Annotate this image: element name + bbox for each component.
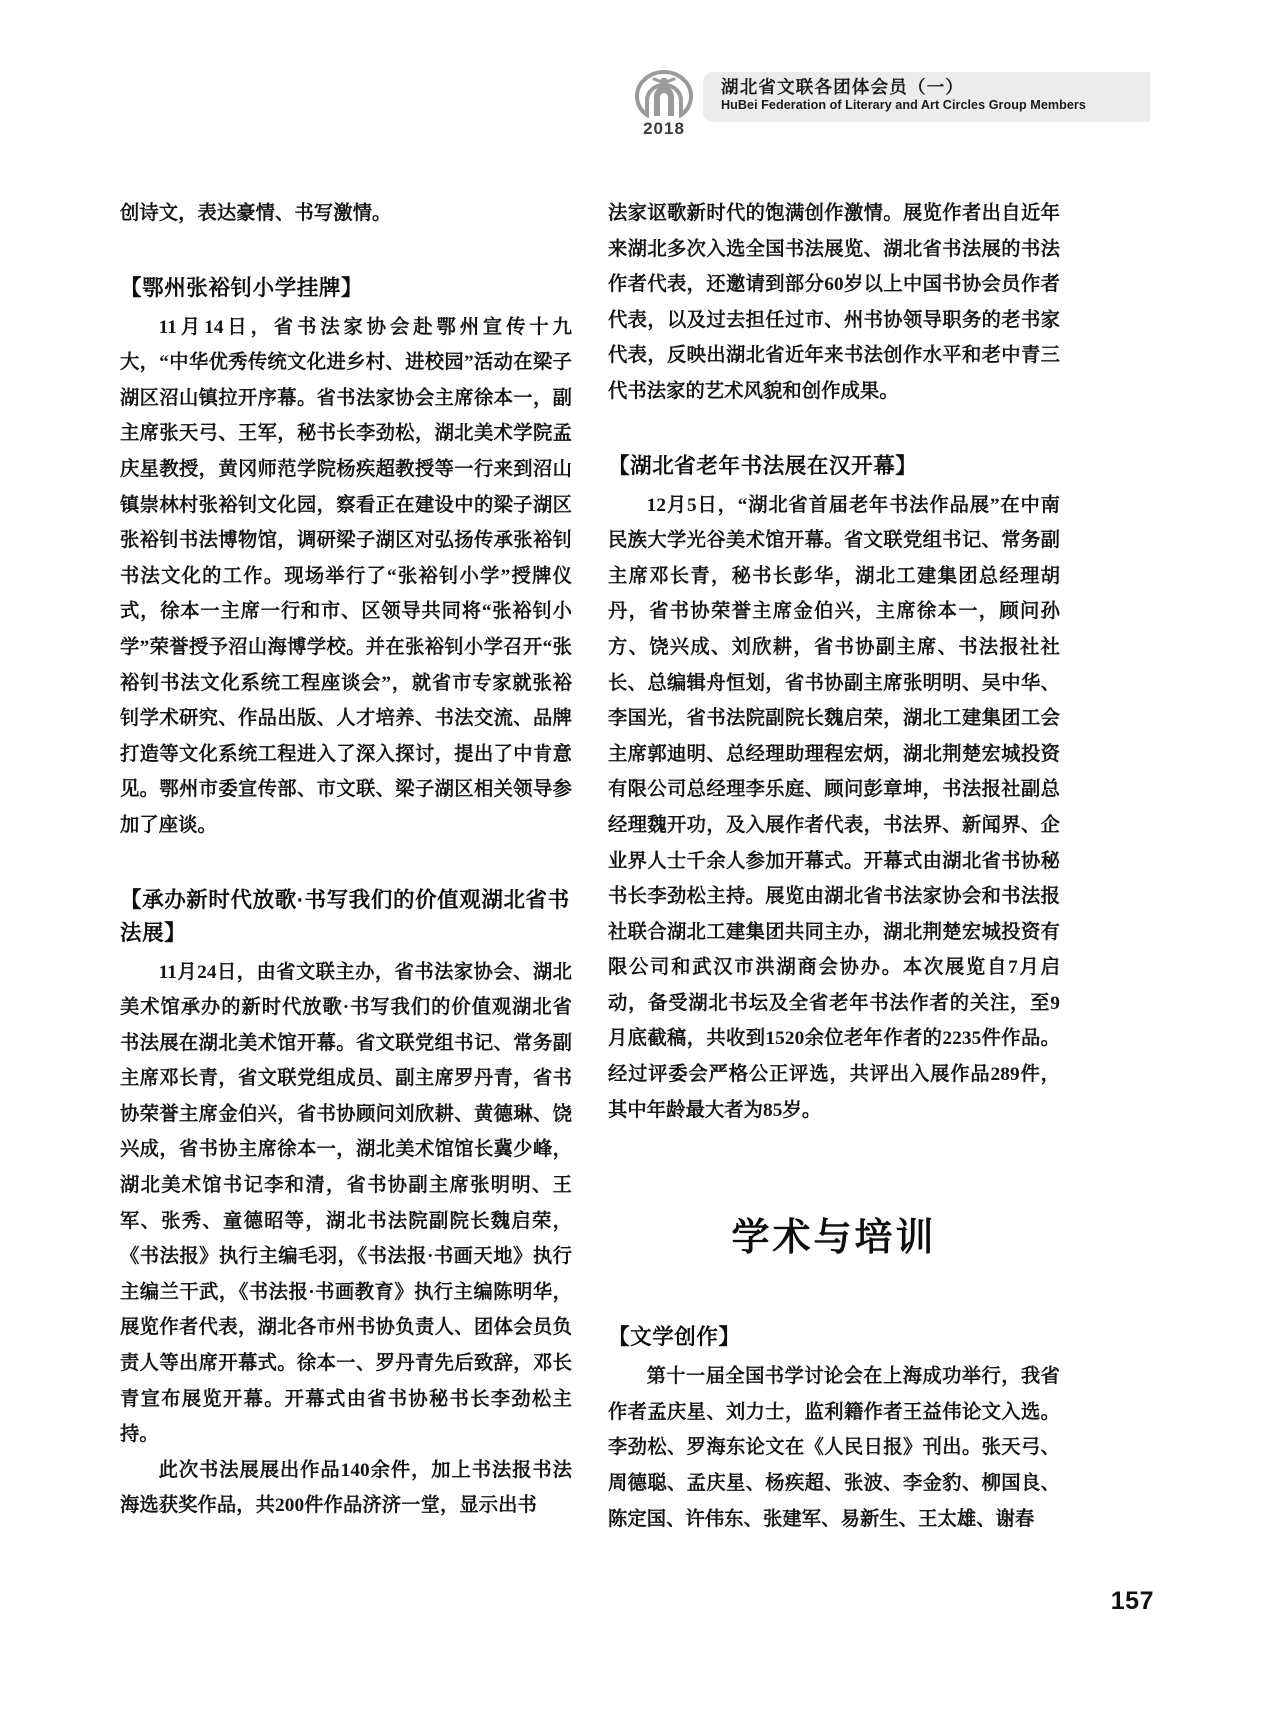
section-heading-ezhou-zhangyuzhao: 【鄂州张裕钊小学挂牌】 [120,275,364,300]
spacer [608,1261,1060,1321]
section-body-senior-calligraphy-exhibition: 12月5日，“湖北省首届老年书法作品展”在中南民族大学光谷美术馆开幕。省文联党组书记、常务副主席邓长青，秘书长彭华，湖北工建集团总经理胡丹，省书协荣誉主席金伯兴，主席徐本一，顾问孙方、饶兴成、刘欣耕，省书协副主席、书法报社社长、总编辑舟恒划，省书协副主席张明明、吴中华、李国光，省书法院副院长魏启荣，湖北工建集团工会主席郭迪明、总经理助理程宏炳，湖北荆楚宏城投资有限公司总经理李乐庭、顾问彭章坤，书法报社副总经理魏开功，及入展作者代表，书法界、新闻界、企业界人士千余人参加开幕式。开幕式由湖北省书协秘书长李劲松主持。展览由湖北省书法家协会和书法报社联合湖北工建集团共同主办，湖北荆楚宏城投资有限公司和武汉市洪湖商会协办。本次展览自7月启动，备受湖北书坛及全省老年书法作者的关注，至9月底截稿，共收到1520余位老年作者的2235件作品。经过评委会严格公正评选，共评出入展作品289件，其中年龄最大者为85岁。 [608,494,1060,1121]
page-number: 157 [1110,1587,1154,1615]
section-body-new-era-part2: 此次书法展展出作品140余件，加上书法报书法海选获奖作品，共200件作品济济一堂，显示出书 [120,1459,572,1517]
header-title-en: HuBei Federation of Literary and Art Circles Group Members [721,98,1086,112]
section-body-literary-creation: 第十一届全国书学讨论会在上海成功举行，我省作者孟庆星、刘力士，监利籍作者王益伟论文入选。李劲松、罗海东论文在《人民日报》刊出。张天弓、周德聪、孟庆星、杨疾超、张波、李金豹、柳国良、陈定国、许伟东、张建军、易新生、王太雄、谢春 [608,1366,1060,1530]
right-continued-paragraph: 法家讴歌新时代的饱满创作激情。展览作者出自近年来湖北多次入选全国书法展览、湖北省书法展的书法作者代表，还邀请到部分60岁以上中国书协会员作者代表，以及过去担任过市、州书协领导职务的老书家代表，反映出湖北省近年来书法创作水平和老中青三代书法家的艺术风貌和创作成果。 [608,203,1060,402]
header-logo [625,70,703,138]
chapter-title-academics-and-training: 学术与培训 [731,1217,937,1260]
federation-emblem-icon [634,70,694,118]
spacer [608,1128,1060,1206]
right-column [608,196,1060,1537]
header-title-cn: 湖北省文联各团体会员（一） [721,77,965,97]
spacer [120,844,572,884]
section-body-ezhou-zhangyuzhao: 11月14日，省书法家协会赴鄂州宣传十九大，“中华优秀传统文化进乡村、进校园”活动在梁子湖区沼山镇拉开序幕。省书法家协会主席徐本一，副主席张天弓、王军，秘书长李劲松，湖北美术学院孟庆星教授，黄冈师范学院杨疾超教授等一行来到沼山镇崇林村张裕钊文化园，察看正在建设中的梁子湖区张裕钊书法博物馆，调研梁子湖区对弘扬传承张裕钊书法文化的工作。现场举行了“张裕钊小学”授牌仪式，徐本一主席一行和市、区领导共同将“张裕钊小学”荣誉授予沼山海博学校。并在张裕钊小学召开“张裕钊书法文化系统工程座谈会”，就省市专家就张裕钊学术研究、作品出版、人才培养、书法交流、品牌打造等文化系统工程进入了深入探讨，提出了中肯意见。鄂州市委宣传部、市文联、梁子湖区相关领导参加了座谈。 [120,316,572,836]
spacer [120,232,572,272]
header-year: 2018 [643,119,685,138]
left-column [120,196,572,1524]
left-continued-paragraph: 创诗文，表达豪情、书写激情。 [120,203,392,224]
section-heading-literary-creation: 【文学创作】 [608,1325,741,1350]
section-heading-senior-calligraphy-exhibition: 【湖北省老年书法展在汉开幕】 [608,453,918,478]
section-body-new-era-part1: 11月24日，由省文联主办，省书法家协会、湖北美术馆承办的新时代放歌·书写我们的价值观湖北省书法展在湖北美术馆开幕。省文联党组书记、常务副主席邓长青，省文联党组成员、副主席罗丹青，省书协荣誉主席金伯兴，省书协顾问刘欣耕、黄德琳、饶兴成，省书协主席徐本一，湖北美术馆馆长冀少峰，湖北美术馆书记李和清，省书协副主席张明明、王军、张秀、童德昭等，湖北书法院副院长魏启荣，《书法报》执行主编毛羽，《书法报·书画天地》执行主编兰干武，《书法报·书画教育》执行主编陈明华，展览作者代表，湖北各市州书协负责人、团体会员负责人等出席开幕式。徐本一、罗丹青先后致辞，邓长青宣布展览开幕。开幕式由省书协秘书长李劲松主持。 [120,961,572,1446]
spacer [608,410,1060,450]
section-heading-new-era-calligraphy-exhibition: 【承办新时代放歌·书写我们的价值观湖北省书法展】 [120,887,570,945]
page-header [625,70,1150,138]
